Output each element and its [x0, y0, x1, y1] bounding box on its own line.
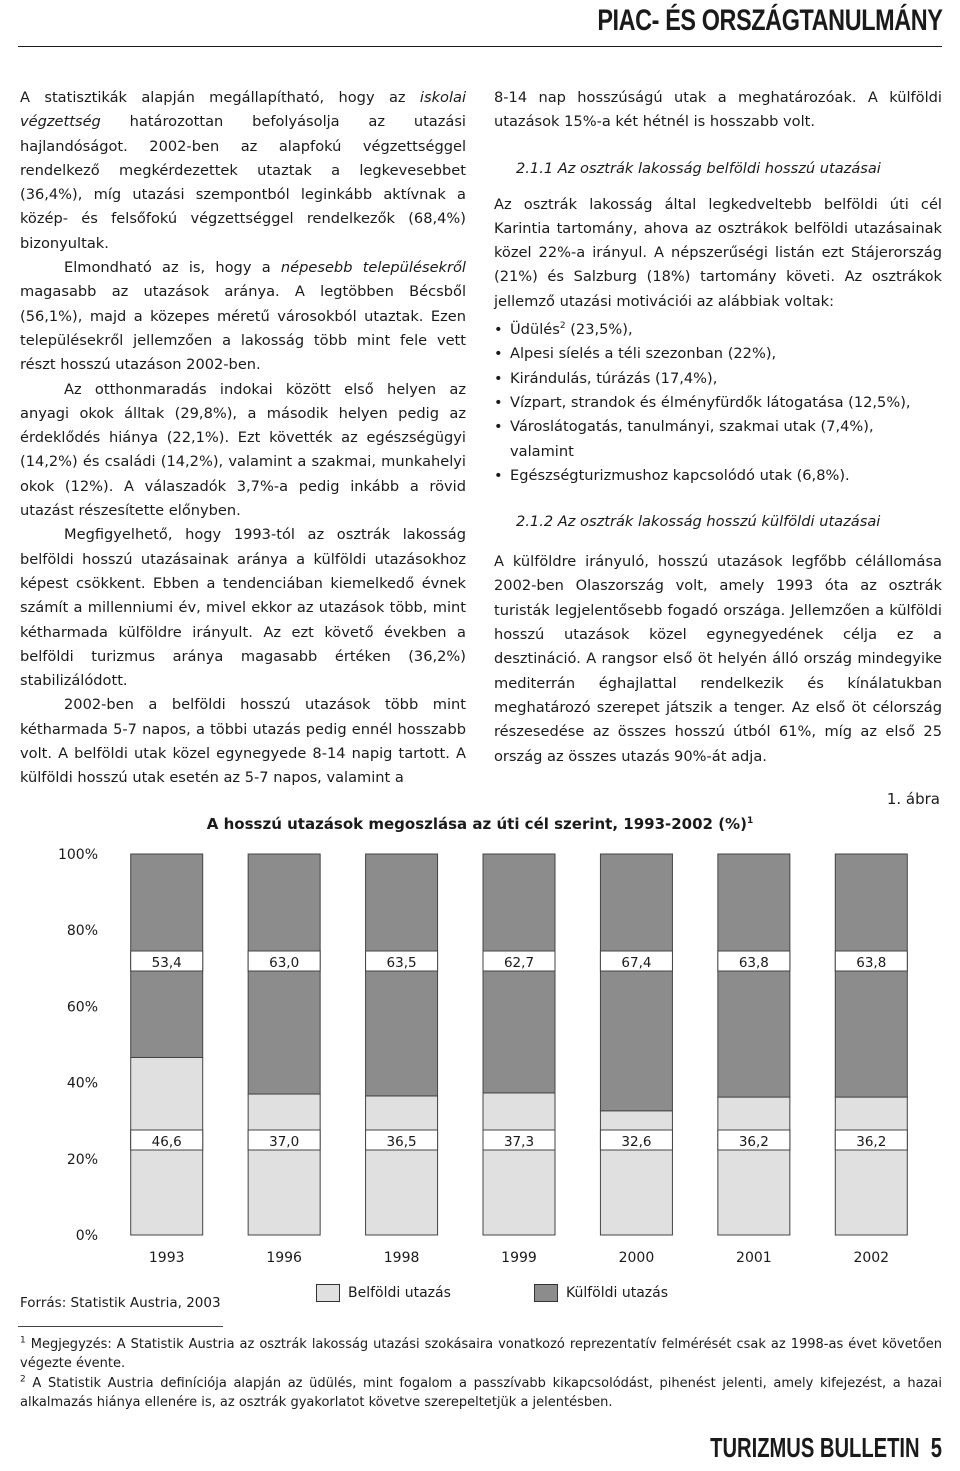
data-label-foreign: 63,5 [386, 955, 417, 971]
data-label-foreign: 63,8 [738, 955, 769, 971]
y-tick-label: 100% [57, 847, 98, 863]
section-title: PIAC- ÉS ORSZÁGTANULMÁNY [596, 4, 942, 37]
data-label-domestic: 37,3 [503, 1134, 535, 1150]
y-tick-label: 20% [66, 1151, 98, 1168]
right-column [494, 86, 942, 769]
x-tick-label: 1993 [148, 1250, 185, 1266]
paragraph-settlements: Elmondható az is, hogy a népesebb településekről magasabb az utazások aránya. A legtöbben Bécsből (56,1%), majd a közepes méretű városokból utaztak. Ezen településekről jellemzően a lakosság több mint fele vett részt hosszú utazáson 2002-ben. [20, 259, 466, 374]
legend-swatch-foreign [534, 1284, 558, 1302]
data-label-foreign: 63,8 [856, 955, 887, 971]
data-label-domestic: 32,6 [621, 1134, 652, 1150]
x-tick-label: 1998 [383, 1250, 420, 1266]
paragraph-foreign-duration: 8-14 nap hosszúságú utak a meghatározóak. A külföldi utazások 15%-a két hétnél is hosszabb volt. [494, 89, 942, 131]
bar-domestic [835, 1097, 907, 1235]
left-column [20, 86, 466, 791]
legend-foreign: Külföldi utazás [534, 1284, 668, 1302]
data-label-foreign: 53,4 [151, 955, 182, 971]
bar-domestic [483, 1093, 555, 1235]
data-label-foreign: 62,7 [503, 955, 535, 971]
x-tick-label: 2001 [736, 1250, 772, 1266]
motivation-list [494, 318, 942, 488]
heading-foreign-trips: 2.1.2 Az osztrák lakosság hosszú külföldi utazásai [516, 513, 881, 531]
data-label-foreign: 67,4 [621, 955, 652, 971]
stacked-bar-chart [0, 835, 960, 1266]
data-label-domestic: 36,2 [738, 1134, 769, 1150]
paragraph-education: A statisztikák alapján megállapítható, hogy az iskolai végzettség határozottan befolyásolja az utazási hajlandóságot. 2002-ben az alapfokú végzettséggel rendelkező megkérdezettek utaztak a legkevesebbet (36,4%), míg utazási szempontból leginkább aktívnak a közép- és felsőfokú végzettséggel rendelkezők (68,4%) bizonyultak. [20, 89, 466, 252]
bar-foreign [600, 854, 672, 1111]
source-note: Forrás: Statistik Austria, 2003 [20, 1295, 221, 1311]
y-tick-label: 40% [66, 1075, 98, 1092]
legend-swatch-domestic [316, 1284, 340, 1302]
x-tick-label: 1996 [266, 1250, 302, 1266]
chart-title: A hosszú utazások megoszlása az úti cél szerint, 1993-2002 (%)$^1$ [206, 815, 754, 833]
data-label-foreign: 63,0 [269, 955, 300, 971]
data-label-domestic: 36,5 [386, 1134, 417, 1150]
page-header [18, 0, 942, 47]
paragraph-domestic-destinations: Az osztrák lakosság által legkedveltebb belföldi úti cél Karintia tartomány, ahova az osztrákok belföldi utazásainak közel 22%-a irányul. A népszerűségi listán ezt Stájerország (21%) és Salzburg (18%) tartomány követi. Az osztrákok jellemző utazási motivációi az alábbiak voltak: [494, 195, 942, 310]
bar-foreign [248, 854, 320, 1094]
footnote-1: $^1$ Megjegyzés: A Statistik Austria az osztrák lakosság utazási szokásaira vonatkozó reprezentatív felmérését csak az 1998-as évet követően végezte évente. [20, 1335, 942, 1371]
list-item: • Egészségturizmushoz kapcsolódó utak (6,8%). [510, 464, 942, 488]
bar-domestic [600, 1111, 672, 1235]
data-label-domestic: 36,2 [856, 1134, 887, 1150]
bar-foreign [366, 854, 438, 1096]
y-tick-label: 60% [66, 999, 98, 1016]
x-tick-label: 1999 [501, 1250, 537, 1266]
paragraph-stay-home: Az otthonmaradás indokai között első helyen az anyagi okok álltak (29,8%), a második helyen pedig az érdeklődés hiánya (22,1%). Ezt követték az egészségügyi (14,2%) és családi (14,2%), valamint a szakmai, munkahelyi okok (12%). A válaszadók 3,7%-a pedig inkább a rövid utazást részesítette előnyben. [20, 380, 466, 520]
paragraph-foreign-destinations: A külföldre irányuló, hosszú utazások legfőbb célállomása 2002-ben Olaszország volt, amely 1993 óta az osztrák turisták legjelentősebb fogadó országa. Jellemzően a külföldi hosszú utazások közel egynegyedének célja ez a desztináció. A rangsor első öt helyén álló ország mindegyike mediterrán éghajlattal rendelkezik és kínálatukban meghatározó szerepet játszik a tenger. Az első öt célország részesedése az összes hosszú útból 61%, míg az első 25 ország az összes utazás 90%-át adja. [494, 553, 942, 765]
list-item: • Üdülés$^2$ (23,5%), [510, 318, 942, 342]
list-item: • Városlátogatás, tanulmányi, szakmai utak (7,4%), valamint [510, 415, 942, 464]
footnote-2: $^2$ A Statistik Austria definíciója alapján az üdülés, mint fogalom a passzívabb kikapcsolódást, pihenést jelenti, amely kifejezést, a hazai alkalmazás hiánya ellenére is, az osztrák gyakorlatot követve szerepeltetjük a jelentésben. [20, 1374, 942, 1410]
footnote-rule [18, 1326, 223, 1327]
y-tick-label: 0% [75, 1228, 98, 1244]
paragraph-trend: Megfigyelhető, hogy 1993-tól az osztrák lakosság belföldi hosszú utazásainak aránya a külföldi utazásokhoz képest csökkent. Ebben a tendenciában kiemelkedő évnek számít a millenniumi év, mivel ekkor az utazások több, mint kétharmada külföldre irányult. Az ezt követő években a belföldi turizmus aránya magasabb értéken (36,2%) stabilizálódott. [20, 526, 466, 690]
bar-domestic [248, 1094, 320, 1235]
heading-domestic-trips: 2.1.1 Az osztrák lakosság belföldi hosszú utazásai [516, 159, 881, 177]
bar-domestic [366, 1096, 438, 1235]
figure-number: 1. ábra [886, 790, 940, 808]
data-label-domestic: 37,0 [269, 1134, 300, 1150]
paragraph-duration: 2002-ben a belföldi hosszú utazások több mint kétharmada 5-7 napos, a többi utazás pedig ennél hosszabb volt. A belföldi utak közel egynegyede 8-14 napig tartott. A külföldi hosszú utak esetén az 5-7 napos, valamint a [20, 696, 466, 787]
list-item: • Vízpart, strandok és élményfürdők látogatása (12,5%), [510, 391, 942, 415]
list-item: • Kirándulás, túrázás (17,4%), [510, 367, 942, 391]
bar-foreign [835, 854, 907, 1097]
footer-title: TURIZMUS BULLETIN 5 [710, 1432, 942, 1463]
bar-foreign [483, 854, 555, 1093]
bar-domestic [718, 1097, 790, 1235]
legend-domestic: Belföldi utazás [316, 1284, 451, 1302]
y-tick-label: 80% [66, 923, 98, 940]
x-tick-label: 2002 [853, 1250, 890, 1266]
x-tick-label: 2000 [618, 1250, 655, 1266]
bar-foreign [718, 854, 790, 1097]
data-label-domestic: 46,6 [151, 1134, 182, 1150]
list-item: • Alpesi síelés a téli szezonban (22%), [510, 342, 942, 366]
